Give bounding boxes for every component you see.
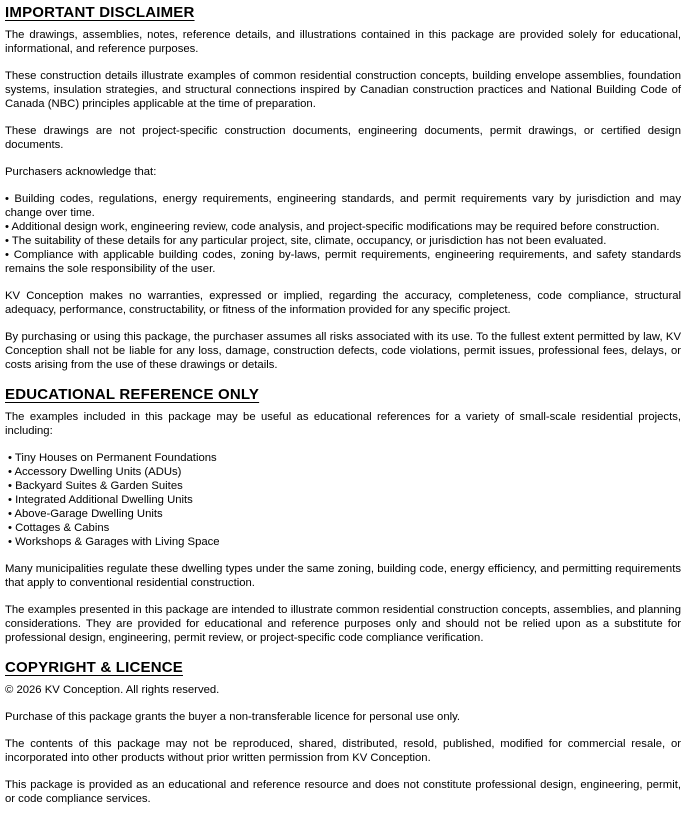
bullet-list — [5, 192, 681, 276]
paragraph: These construction details illustrate examples of common residential construction concepts, building envelope assemblies, foundation systems, insulation strategies, and structural connections inspired by Canadian construction practices and National Building Code of Canada (NBC) principles applicable at the time of preparation. — [5, 70, 681, 110]
list-item: • Accessory Dwelling Units (ADUs) — [8, 466, 182, 478]
paragraph: Purchase of this package grants the buyer a non-transferable licence for personal use only. — [5, 711, 461, 723]
paragraph: Purchasers acknowledge that: — [5, 166, 157, 178]
paragraph: By purchasing or using this package, the purchaser assumes all risks associated with its use. To the fullest extent permitted by law, KV Conception shall not be liable for any loss, damage, construction defects, code violations, permit issues, professional fees, delays, or costs arising from the use of these drawings or details. — [5, 331, 681, 371]
section-important-disclaimer — [5, 3, 681, 372]
paragraph: KV Conception makes no warranties, expressed or implied, regarding the accuracy, completeness, code compliance, structural adequacy, performance, constructability, or fitness of the information provided for any specific project. — [5, 290, 681, 316]
list-item: • Cottages & Cabins — [8, 522, 110, 534]
list-item: • Building codes, regulations, energy requirements, engineering standards, and permit requirements vary by jurisdiction and may change over time. — [5, 193, 681, 219]
list-item: • Above-Garage Dwelling Units — [8, 508, 163, 520]
list-item: • Additional design work, engineering review, code analysis, and project-specific modifications may be required before construction. — [5, 221, 660, 233]
bullet-list — [8, 451, 681, 549]
paragraph: The examples presented in this package are intended to illustrate common residential construction concepts, assemblies, and planning considerations. They are provided for educational and reference purposes only and should not be relied upon as a substitute for professional design, engineering, permit review, or project-specific code compliance verification. — [5, 604, 681, 644]
section-heading: IMPORTANT DISCLAIMER — [5, 4, 195, 21]
paragraph: © 2026 KV Conception. All rights reserved. — [5, 684, 220, 696]
list-item: • The suitability of these details for any particular project, site, climate, occupancy, or jurisdiction has not been evaluated. — [5, 235, 607, 247]
list-item: • Integrated Additional Dwelling Units — [8, 494, 193, 506]
list-item: • Compliance with applicable building codes, zoning by-laws, permit requirements, engineering requirements, and safety standards remains the sole responsibility of the user. — [5, 249, 681, 275]
paragraph: The drawings, assemblies, notes, reference details, and illustrations contained in this package are provided solely for educational, informational, and reference purposes. — [5, 29, 681, 55]
paragraph: The contents of this package may not be reproduced, shared, distributed, resold, published, modified for commercial resale, or incorporated into other products without prior written permission from KV Conception. — [5, 738, 681, 764]
section-educational-reference — [5, 385, 681, 645]
paragraph: These drawings are not project-specific construction documents, engineering documents, permit drawings, or certified design documents. — [5, 125, 681, 151]
paragraph: Many municipalities regulate these dwelling types under the same zoning, building code, energy efficiency, and permitting requirements that apply to conventional residential construction. — [5, 563, 681, 589]
section-heading: EDUCATIONAL REFERENCE ONLY — [5, 386, 260, 403]
section-heading: COPYRIGHT & LICENCE — [5, 659, 183, 676]
paragraph: The examples included in this package may be useful as educational references for a variety of small-scale residential projects, including: — [5, 411, 681, 437]
section-copyright-licence — [5, 658, 681, 806]
paragraph: This package is provided as an educational and reference resource and does not constitute professional design, engineering, permit, or code compliance services. — [5, 779, 681, 805]
list-item: • Workshops & Garages with Living Space — [8, 536, 220, 548]
list-item: • Tiny Houses on Permanent Foundations — [8, 452, 217, 464]
list-item: • Backyard Suites & Garden Suites — [8, 480, 183, 492]
